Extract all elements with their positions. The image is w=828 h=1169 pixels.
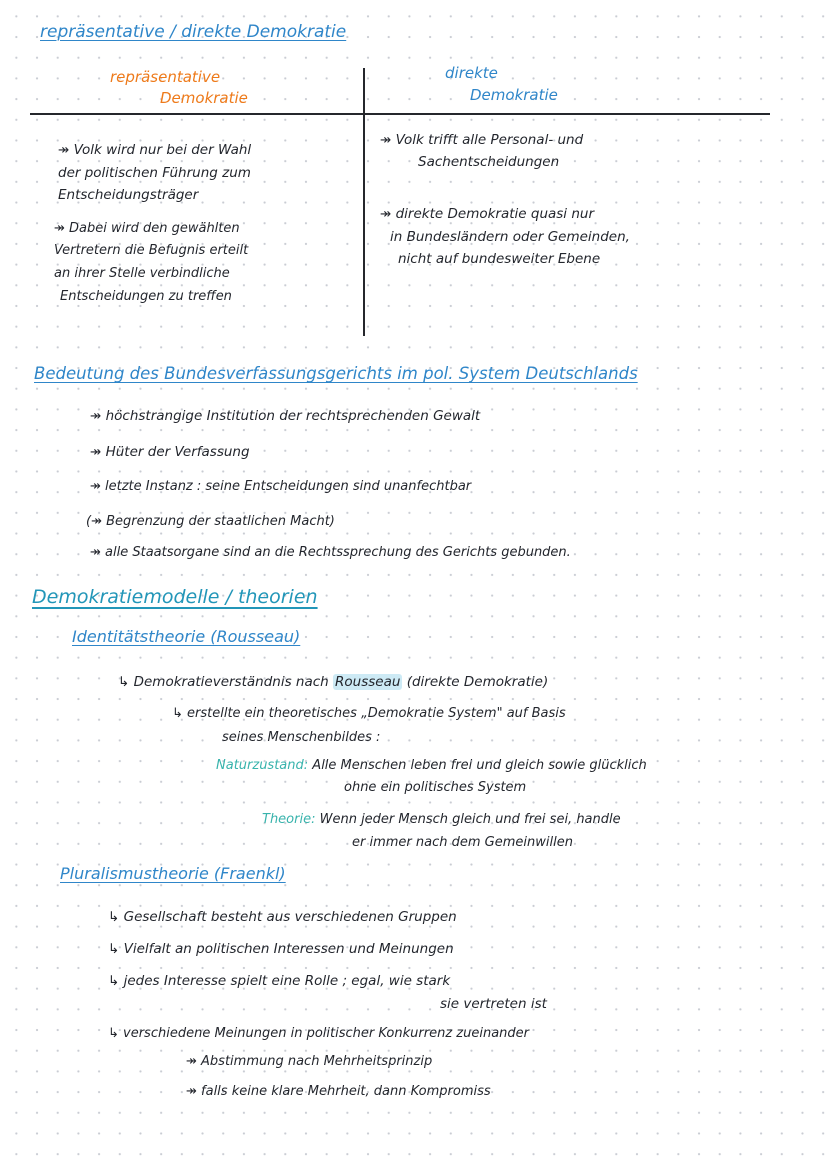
text-line: ↠ direkte Demokratie quasi nur <box>380 206 595 222</box>
pluralismustheorie-heading: Pluralismustheorie (Fraenkl) <box>60 864 286 883</box>
list-item: sie vertreten ist <box>440 996 547 1012</box>
text-line: nicht auf bundesweiter Ebene <box>398 251 601 267</box>
naturzustand-text: Alle Menschen leben frei und gleich sowie glücklich <box>312 758 647 773</box>
text-line: Vertretern die Befugnis erteilt <box>54 243 249 258</box>
rousseau-highlight: Rousseau <box>335 674 401 690</box>
text-line: der politischen Führung zum <box>58 165 251 181</box>
list-item: ↠ höchstrangige Institution der rechtsprechenden Gewalt <box>90 408 481 424</box>
section-title-bundesverfassungsgericht: Bedeutung des Bundesverfassungsgerichts im pol. System Deutschlands <box>34 364 638 383</box>
rousseau-line <box>118 676 548 690</box>
list-item: ↳ jedes Interesse spielt eine Rolle ; egal, wie stark <box>108 973 451 989</box>
rousseau-suffix: (direkte Demokratie) <box>406 674 549 690</box>
list-item: ↠ letzte Instanz : seine Entscheidungen sind unanfechtbar <box>90 479 472 494</box>
rousseau-prefix: ↳ Demokratieverständnis nach <box>118 674 329 690</box>
list-item: ↠ Hüter der Verfassung <box>90 444 250 460</box>
list-item: (↠ Begrenzung der staatlichen Macht) <box>86 514 335 529</box>
identity-line-3: seines Menschenbildes : <box>222 730 381 745</box>
list-item: ↠ Abstimmung nach Mehrheitsprinzip <box>186 1054 433 1069</box>
text-line: ↠ Volk trifft alle Personal- und <box>380 132 584 148</box>
naturzustand-label: Naturzustand: <box>216 758 309 773</box>
left-column-header-line1: repräsentative <box>110 68 221 86</box>
text-line: Entscheidungsträger <box>58 187 199 203</box>
text-line: an ihrer Stelle verbindliche <box>54 266 230 281</box>
text-line: ↠ Volk wird nur bei der Wahl <box>58 142 252 158</box>
list-item: ↳ Gesellschaft besteht aus verschiedenen Gruppen <box>108 909 457 925</box>
list-item: ↳ Vielfalt an politischen Interessen und Meinungen <box>108 941 454 957</box>
text-line: Entscheidungen zu treffen <box>60 289 232 304</box>
identitaetstheorie-heading: Identitätstheorie (Rousseau) <box>72 627 301 646</box>
naturzustand-line-2: ohne ein politisches System <box>344 780 527 795</box>
theorie-line <box>262 813 621 826</box>
list-item: ↠ alle Staatsorgane sind an die Rechtssprechung des Gerichts gebunden. <box>90 545 571 560</box>
theorie-label: Theorie: <box>262 812 316 827</box>
theorie-text: Wenn jeder Mensch gleich und frei sei, handle <box>319 812 621 827</box>
table-vertical-divider <box>363 68 365 336</box>
theorie-line-2: er immer nach dem Gemeinwillen <box>352 835 573 850</box>
table-horizontal-divider <box>30 113 770 115</box>
text-line: in Bundesländern oder Gemeinden, <box>390 229 630 245</box>
left-column-header-line2: Demokratie <box>160 89 248 107</box>
text-line: Sachentscheidungen <box>418 154 560 170</box>
section-title-demokratiemodelle: Demokratiemodelle / theorien <box>32 586 318 608</box>
identity-line-2: ↳ erstellte ein theoretisches „Demokratie System" auf Basis <box>172 706 566 721</box>
right-column-header-line1: direkte <box>445 64 498 82</box>
right-column-header-line2: Demokratie <box>470 86 558 104</box>
text-line: ↠ Dabei wird den gewählten <box>54 221 240 236</box>
section-title-repraesentative-direkte: repräsentative / direkte Demokratie <box>40 22 347 42</box>
naturzustand-line <box>216 759 647 772</box>
list-item: ↠ falls keine klare Mehrheit, dann Kompromiss <box>186 1084 491 1099</box>
list-item: ↳ verschiedene Meinungen in politischer Konkurrenz zueinander <box>108 1026 529 1041</box>
